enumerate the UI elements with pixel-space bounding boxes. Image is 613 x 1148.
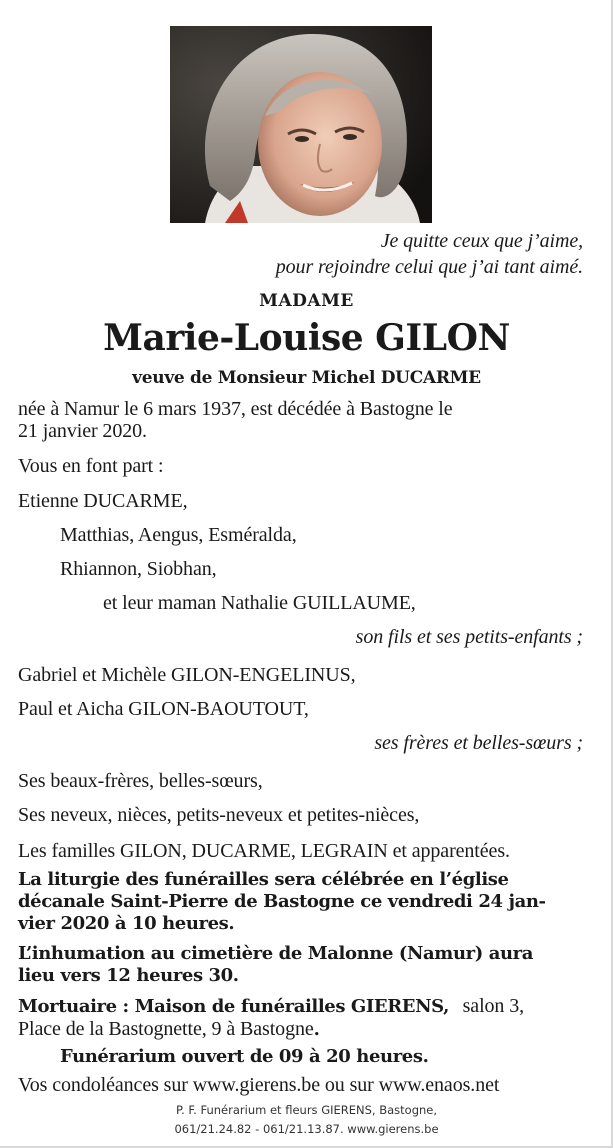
mortuary-label: Mortuaire : Maison de funérailles GIERENS,	[18, 996, 450, 1017]
family-role-1: son fils et ses petits-enfants ;	[355, 626, 583, 648]
footer-line-2: 061/21.24.82 - 061/21.13.87. www.gierens.be	[174, 1122, 439, 1136]
family-role-2: ses frères et belles-sœurs ;	[374, 732, 583, 754]
mortuary-address: Place de la Bastognette, 9 à Bastogne	[18, 1018, 314, 1040]
condolences-line: Vos condoléances sur www.gierens.be ou sur www.enaos.net	[18, 1074, 500, 1096]
burial-line-1: L’inhumation au cimetière de Malonne (Namur) aura	[18, 943, 534, 964]
announce-line: Vous en font part :	[18, 455, 164, 477]
mortuary-dot: .	[313, 1019, 320, 1040]
family-son: Etienne DUCARME,	[18, 490, 188, 512]
burial-line-2: lieu vers 12 heures 30.	[18, 965, 239, 986]
birth-line-2: 21 janvier 2020.	[18, 420, 147, 442]
quote-line-2: pour rejoindre celui que j’ai tant aimé.	[275, 256, 583, 278]
liturgy-line-3: vier 2020 à 10 heures.	[18, 913, 235, 934]
mortuary-line	[18, 995, 524, 1018]
birth-line-1: née à Namur le 6 mars 1937, est décédée à Bastogne le	[18, 398, 453, 420]
family-grandchildren-1: Matthias, Aengus, Esméralda,	[60, 524, 297, 546]
family-families: Les familles GILON, DUCARME, LEGRAIN et apparentées.	[18, 840, 510, 862]
liturgy-line-1: La liturgie des funérailles sera célébrée en l’église	[18, 869, 509, 890]
quote-line-1: Je quitte ceux que j’aime,	[380, 230, 583, 252]
family-sibling-1: Gabriel et Michèle GILON-ENGELINUS,	[18, 664, 356, 686]
family-nephews: Ses neveux, nièces, petits-neveux et petites-nièces,	[18, 804, 420, 826]
footer-line-1: P. F. Funérarium et fleurs GIERENS, Bastogne,	[175, 1103, 438, 1117]
honorific-title: MADAME	[259, 291, 354, 311]
widow-line: veuve de Monsieur Michel DUCARME	[132, 368, 481, 388]
liturgy-line-2: décanale Saint-Pierre de Bastogne ce vendredi 24 jan-	[18, 891, 546, 912]
family-grandchildren-2: Rhiannon, Siobhan,	[60, 558, 217, 580]
funerarium-hours: Funérarium ouvert de 09 à 20 heures.	[60, 1046, 429, 1067]
family-sibling-2: Paul et Aicha GILON-BAOUTOUT,	[18, 698, 309, 720]
family-mother: et leur maman Nathalie GUILLAUME,	[103, 592, 416, 614]
mortuary-room: salon 3,	[462, 995, 525, 1017]
deceased-name: Marie-Louise GILON	[103, 317, 510, 359]
portrait-photo	[170, 26, 432, 223]
family-inlaws: Ses beaux-frères, belles-sœurs,	[18, 770, 263, 792]
mortuary-address-line	[18, 1018, 320, 1041]
